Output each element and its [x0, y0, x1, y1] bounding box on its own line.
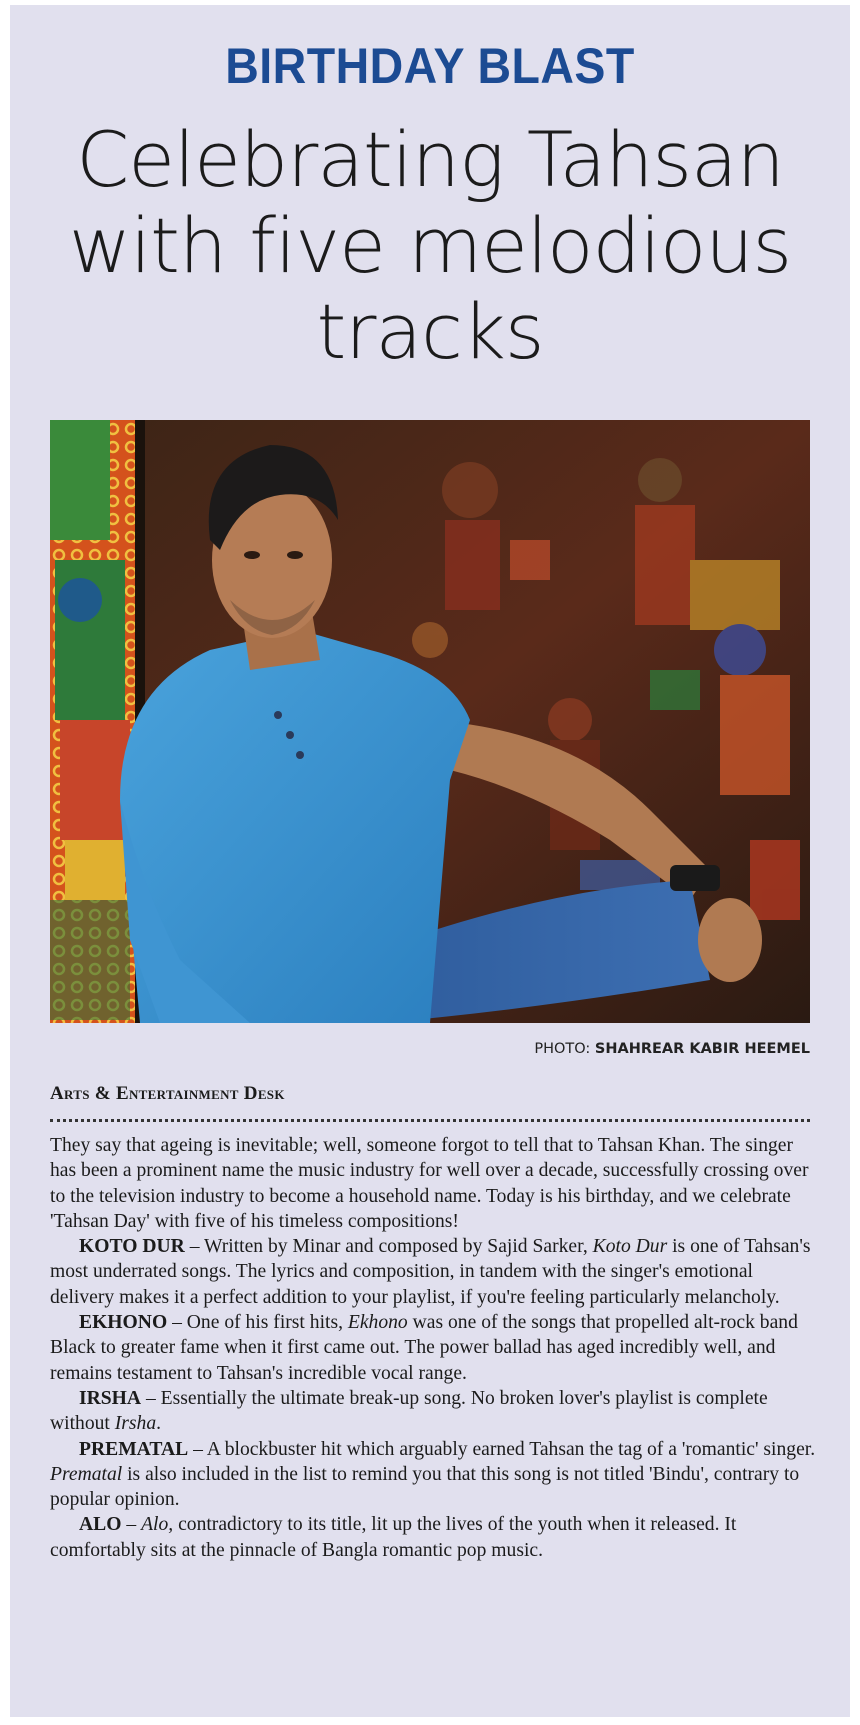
byline: Arts & Entertainment Desk — [50, 1083, 285, 1104]
track-paragraph: IRSHA – Essentially the ultimate break-up song. No broken lover's playlist is complete without Irsha. — [50, 1387, 768, 1435]
track-title: EKHONO — [79, 1312, 168, 1334]
track-title: IRSHA — [79, 1387, 142, 1409]
headline — [20, 117, 840, 375]
track-name-italic: Koto Dur — [592, 1236, 668, 1258]
headline-line: Celebrating Tahsan — [76, 115, 784, 204]
headline-line: with five melodious — [68, 201, 792, 290]
track-paragraph: KOTO DUR – Written by Minar and composed by Sajid Sarker, Koto Dur is one of Tahsan's most underrated songs. The lyrics and composition, in tandem with the singer's emotional delivery makes it a perfect addition to your playlist, if you're feeling particularly melancholy. — [50, 1236, 811, 1308]
newspaper-clipping — [10, 5, 850, 1717]
track-paragraph: ALO – Alo, contradictory to its title, lit up the lives of the youth when it released. It comfortably sits at the pinnacle of Bangla romantic pop music. — [50, 1514, 737, 1561]
headline-line: tracks — [316, 287, 544, 376]
photo-credit — [534, 1041, 810, 1057]
track-title: KOTO DUR — [79, 1236, 185, 1258]
track-name-italic: Irsha — [114, 1413, 157, 1435]
intro-paragraph: They say that ageing is inevitable; well, someone forgot to tell that to Tahsan Khan. The singer has been a prominent name the music industry for well over a decade, successfully crossing over to the television industry to become a household name. Today is his birthday, and we celebrate 'Tahsan Day' with five of his timeless compositions! — [50, 1135, 809, 1232]
track-title: PREMATAL — [79, 1438, 189, 1460]
article-photo — [50, 420, 810, 1023]
track-paragraph: EKHONO – One of his first hits, Ekhono was one of the songs that propelled alt-rock band Black to greater fame when it first came out. The power ballad has aged incredibly well, and remains testament to Tahsan's incredible vocal range. — [50, 1312, 798, 1384]
section-kicker: BIRTHDAY BLAST — [225, 38, 635, 94]
dotted-divider — [50, 1119, 810, 1122]
photo-credit-prefix: PHOTO: — [534, 1041, 595, 1057]
singer-portrait-image — [50, 420, 810, 1023]
track-name-italic: Alo, — [141, 1514, 174, 1536]
track-name-italic: Prematal — [50, 1463, 123, 1485]
article-body — [50, 1133, 816, 1563]
track-title: ALO — [79, 1514, 122, 1536]
photo-credit-name: SHAHREAR KABIR HEEMEL — [594, 1041, 810, 1057]
track-paragraph: PREMATAL – A blockbuster hit which arguably earned Tahsan the tag of a 'romantic' singer. Prematal is also included in the list to remind you that this song is not titled 'Bindu', contrary to popular opinion. — [50, 1438, 816, 1511]
track-name-italic: Ekhono — [347, 1312, 408, 1334]
